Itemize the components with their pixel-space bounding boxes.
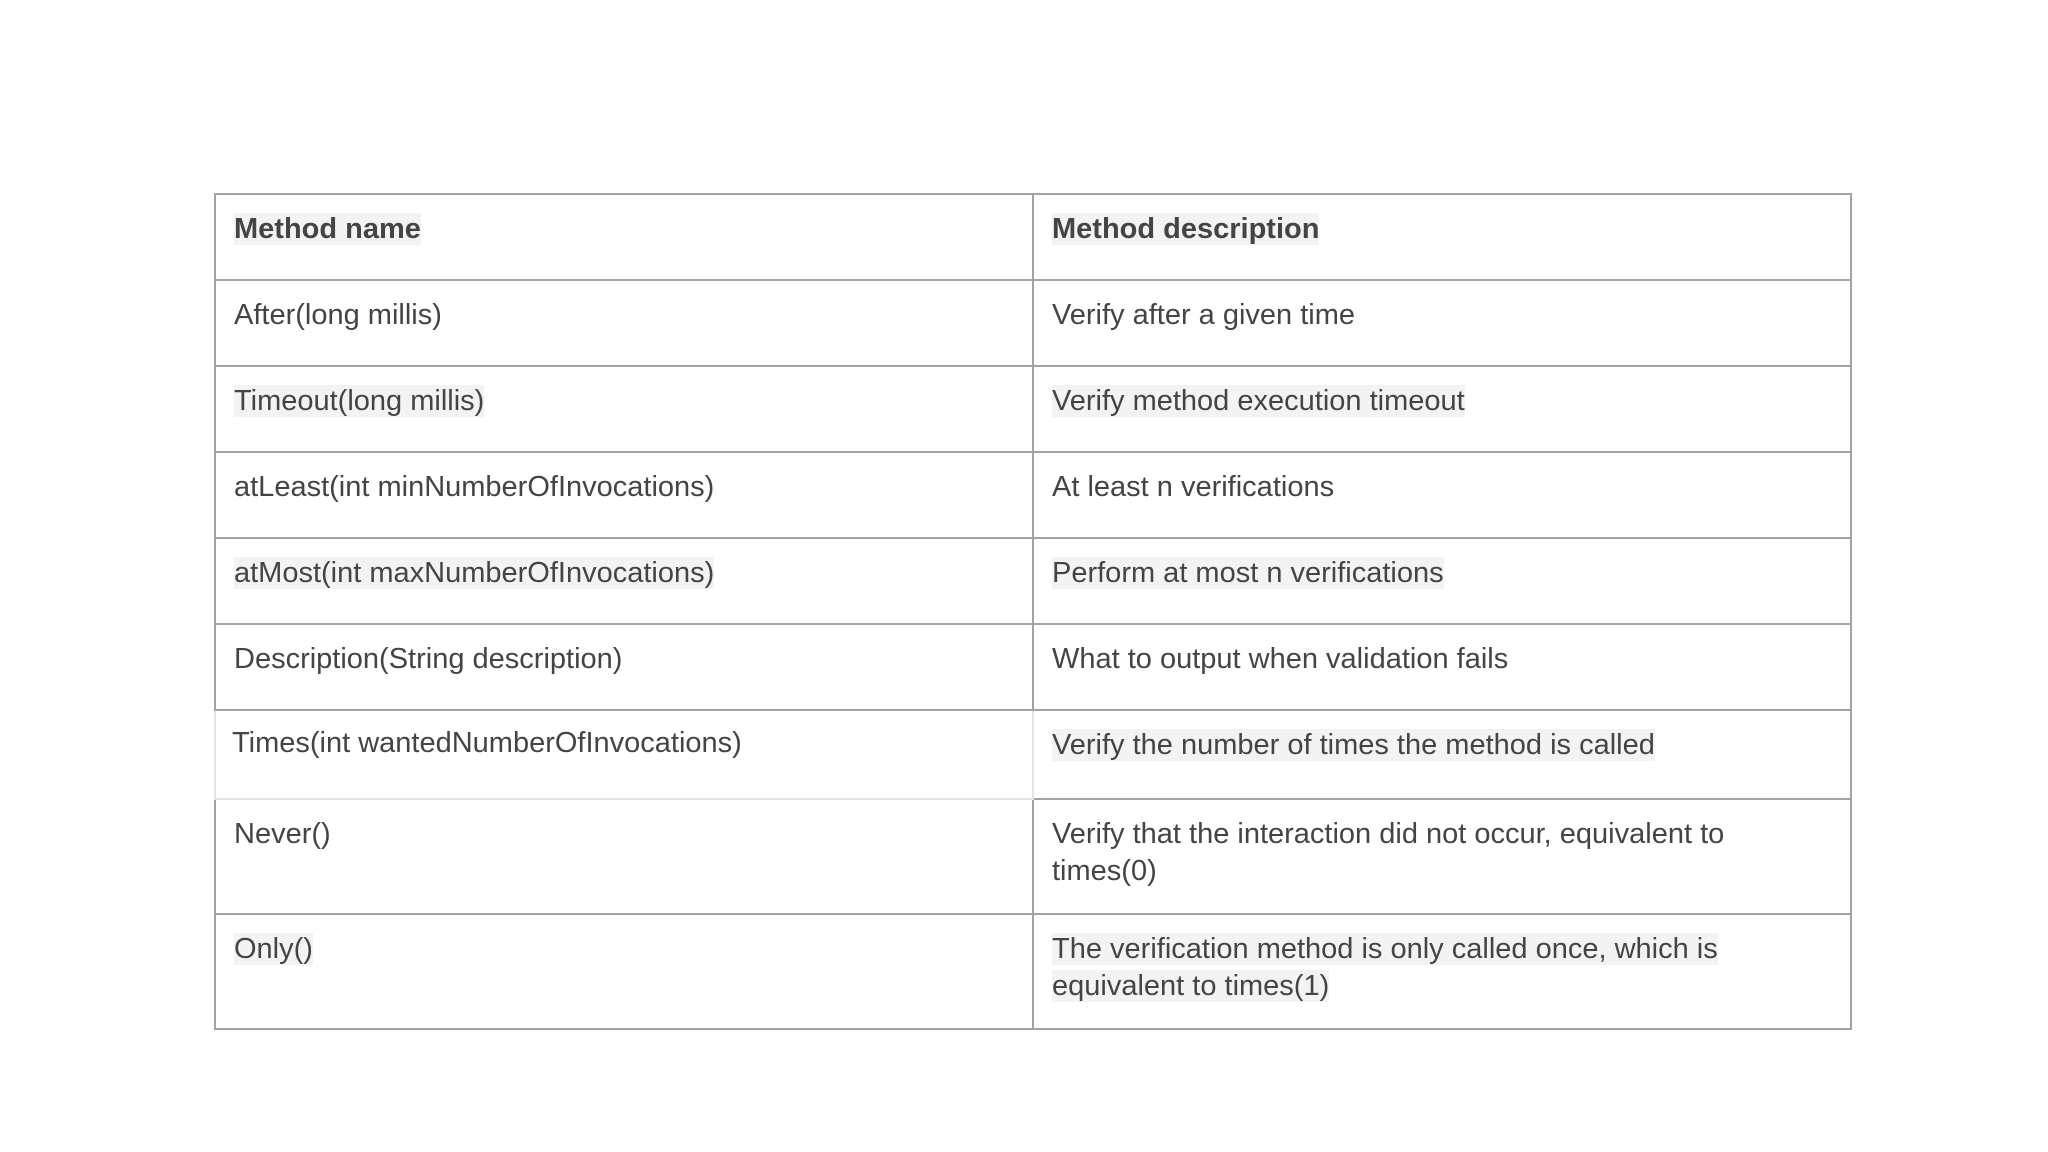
method-name-cell: [215, 366, 1033, 452]
table-row: [215, 710, 1851, 799]
method-name-cell: [215, 710, 1033, 799]
method-description: At least n verifications: [1052, 471, 1335, 503]
method-description-cell: [1033, 366, 1851, 452]
method-description: Verify after a given time: [1052, 299, 1356, 331]
method-description-cell: [1033, 710, 1851, 799]
method-name: Only(): [234, 933, 313, 965]
table-row: [215, 538, 1851, 624]
method-description: Verify that the interaction did not occur, equivalent to times(0): [1052, 818, 1725, 887]
method-description-cell: [1033, 452, 1851, 538]
method-name: atLeast(int minNumberOfInvocations): [234, 471, 715, 503]
method-description: What to output when validation fails: [1052, 643, 1509, 675]
table-header-row: [215, 194, 1851, 280]
table-row: [215, 280, 1851, 366]
method-description-cell: [1033, 914, 1851, 1029]
table-row: [215, 799, 1851, 914]
method-name-cell: [215, 799, 1033, 914]
method-description: Verify the number of times the method is called: [1052, 729, 1655, 761]
method-description-cell: [1033, 624, 1851, 710]
method-description-cell: [1033, 799, 1851, 914]
method-description-cell: [1033, 280, 1851, 366]
table-row: [215, 914, 1851, 1029]
header-cell-method-name: [215, 194, 1033, 280]
header-method-name: Method name: [234, 213, 421, 245]
method-name-cell: [215, 624, 1033, 710]
method-name-cell: [215, 914, 1033, 1029]
method-name: Description(String description): [234, 643, 623, 675]
method-name: Never(): [234, 818, 331, 850]
methods-table: [214, 193, 1852, 1030]
table-row: [215, 452, 1851, 538]
header-cell-method-description: [1033, 194, 1851, 280]
header-method-description: Method description: [1052, 213, 1320, 245]
method-name-cell: [215, 280, 1033, 366]
method-name: Times(int wantedNumberOfInvocations): [232, 727, 742, 759]
method-description: Perform at most n verifications: [1052, 557, 1444, 589]
method-description-cell: [1033, 538, 1851, 624]
method-name-cell: [215, 452, 1033, 538]
method-name: atMost(int maxNumberOfInvocations): [234, 557, 715, 589]
method-description: The verification method is only called once, which is equivalent to times(1): [1052, 933, 1718, 1002]
method-name: Timeout(long millis): [234, 385, 485, 417]
table-row: [215, 366, 1851, 452]
method-name: After(long millis): [234, 299, 442, 331]
method-description: Verify method execution timeout: [1052, 385, 1465, 417]
method-name-cell: [215, 538, 1033, 624]
table-row: [215, 624, 1851, 710]
